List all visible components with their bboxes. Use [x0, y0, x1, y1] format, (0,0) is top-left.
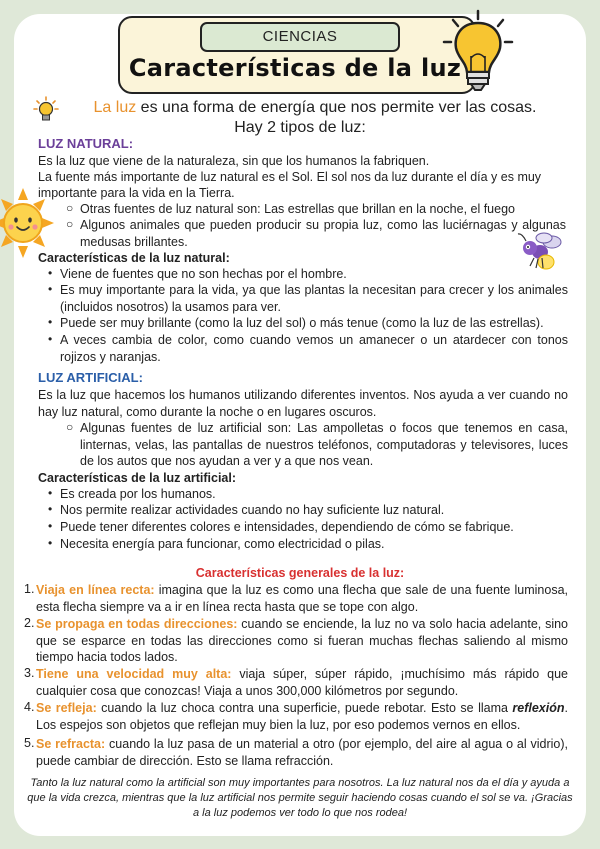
- bullet: •: [48, 502, 53, 516]
- subject-label: CIENCIAS: [200, 22, 400, 52]
- intro-line-2: Hay 2 tipos de luz:: [234, 119, 366, 136]
- natural-paragraph-2a: La fuente más importante de luz natural es el Sol. El sol nos da luz durante el día y es muy: [38, 170, 542, 184]
- artificial-paragraph: Es la luz que hacemos los humanos utilizando diferentes inventos. Nos ayuda a ver cuando no hay luz natural, como durante la noche o en lugares oscuros.: [38, 388, 568, 419]
- artificial-source-item: Algunas fuentes de luz artificial son: Las ampolletas o focos que tenemos en casa, linternas, velas, las pantallas de nuestros teléfonos, computadoras y televisores, luces de los autos que nos ayudan a ver y a que nos vean.: [80, 421, 568, 468]
- artificial-characteristics-heading: Características de la luz artificial:: [38, 471, 237, 485]
- natural-characteristic-item: Viene de fuentes que no son hechas por el hombre.: [60, 267, 347, 281]
- circle-bullet: ○: [66, 217, 74, 231]
- natural-characteristic-item: A veces cambia de color, como cuando vemos un amanecer o un atardecer con tonos rojizos y naranjas.: [60, 333, 568, 364]
- circle-bullet: ○: [66, 420, 74, 434]
- general-heading: Características generales de la luz:: [195, 566, 405, 580]
- general-item: Tiene una velocidad muy alta: viaja súper, súper rápido, ¡muchísimo más rápido que cualquier cosa que conozcas! Viaja a unos 300,000 kilómetros por segundo.: [36, 667, 568, 698]
- artificial-characteristic-item: Puede tener diferentes colores e intensidades, dependiendo de cómo se fabrique.: [60, 520, 514, 534]
- natural-characteristic-item: Es muy importante para la vida, ya que las plantas la necesitan para crecer y los animales (incluidos nosotros) la usamos para ver.: [60, 283, 568, 314]
- bullet: •: [48, 536, 53, 550]
- artificial-characteristic-item: Necesita energía para funcionar, como electricidad o pilas.: [60, 537, 385, 551]
- general-item: Se refracta: cuando la luz pasa de un material a otro (por ejemplo, del aire al agua o al vidrio), puede cambiar de dirección. Esto se llama refracción.: [36, 737, 568, 768]
- artificial-characteristic-item: Nos permite realizar actividades cuando no hay suficiente luz natural.: [60, 503, 445, 517]
- natural-characteristic-item: Puede ser muy brillante (como la luz del sol) o más tenue (como la luz de las estrellas).: [60, 316, 544, 330]
- closing-note: Tanto la luz natural como la artificial son muy importantes para nosotros. La luz natural nos da el día y ayuda a que la vida crezca, mientras que la luz artificial nos permite seguir haciendo cosas cuando el sol se va. ¡Gracias a la luz podemos ver todo lo que nos rodea!: [27, 777, 573, 819]
- intro-line-1: La luz es una forma de energía que nos permite ver las cosas.: [93, 99, 537, 116]
- bullet: •: [48, 486, 53, 500]
- artificial-characteristic-item: Es creada por los humanos.: [60, 487, 216, 501]
- natural-heading: LUZ NATURAL:: [38, 136, 134, 151]
- natural-characteristics-heading: Características de la luz natural:: [38, 251, 230, 265]
- item-number: 2.: [24, 616, 35, 630]
- circle-bullet: ○: [66, 201, 74, 215]
- page-title: Características de la luz: [128, 54, 462, 82]
- item-number: 5.: [24, 736, 35, 750]
- bullet: •: [48, 315, 53, 329]
- bullet: •: [48, 282, 53, 296]
- bullet: •: [48, 266, 53, 280]
- general-item: Viaja en línea recta: imagina que la luz es como una flecha que sale de una fuente luminosa, esta flecha siempre va a ir en línea recta hasta que se tope con algo.: [36, 583, 568, 614]
- artificial-heading: LUZ ARTIFICIAL:: [38, 370, 143, 385]
- natural-paragraph-2b: importante para la vida en la Tierra.: [38, 186, 235, 200]
- item-number: 3.: [24, 666, 35, 680]
- general-item: Se refleja: cuando la luz choca contra una superficie, puede rebotar. Esto se llama reflexión. Los espejos son objetos que reflejan muy bien la luz, por eso podemos vernos en ellos.: [36, 701, 568, 732]
- bullet: •: [48, 332, 53, 346]
- lightbulb-icon: [438, 8, 518, 100]
- item-number: 1.: [24, 582, 35, 596]
- general-item: Se propaga en todas direcciones: cuando se enciende, la luz no va solo hacia adelante, sino que se esparce en todas las direcciones como si fueran muchas flechas saliendo al mismo tiempo hacia todos lados.: [36, 617, 568, 664]
- bullet: •: [48, 519, 53, 533]
- natural-paragraph-1: Es la luz que viene de la naturaleza, sin que los humanos la fabriquen.: [38, 154, 430, 168]
- natural-source-item: Algunos animales que pueden producir su propia luz, como las luciérnagas y algunas medusas brillantes.: [80, 218, 566, 249]
- natural-source-item: Otras fuentes de luz natural son: Las estrellas que brillan en la noche, el fuego: [80, 202, 515, 216]
- item-number: 4.: [24, 700, 35, 714]
